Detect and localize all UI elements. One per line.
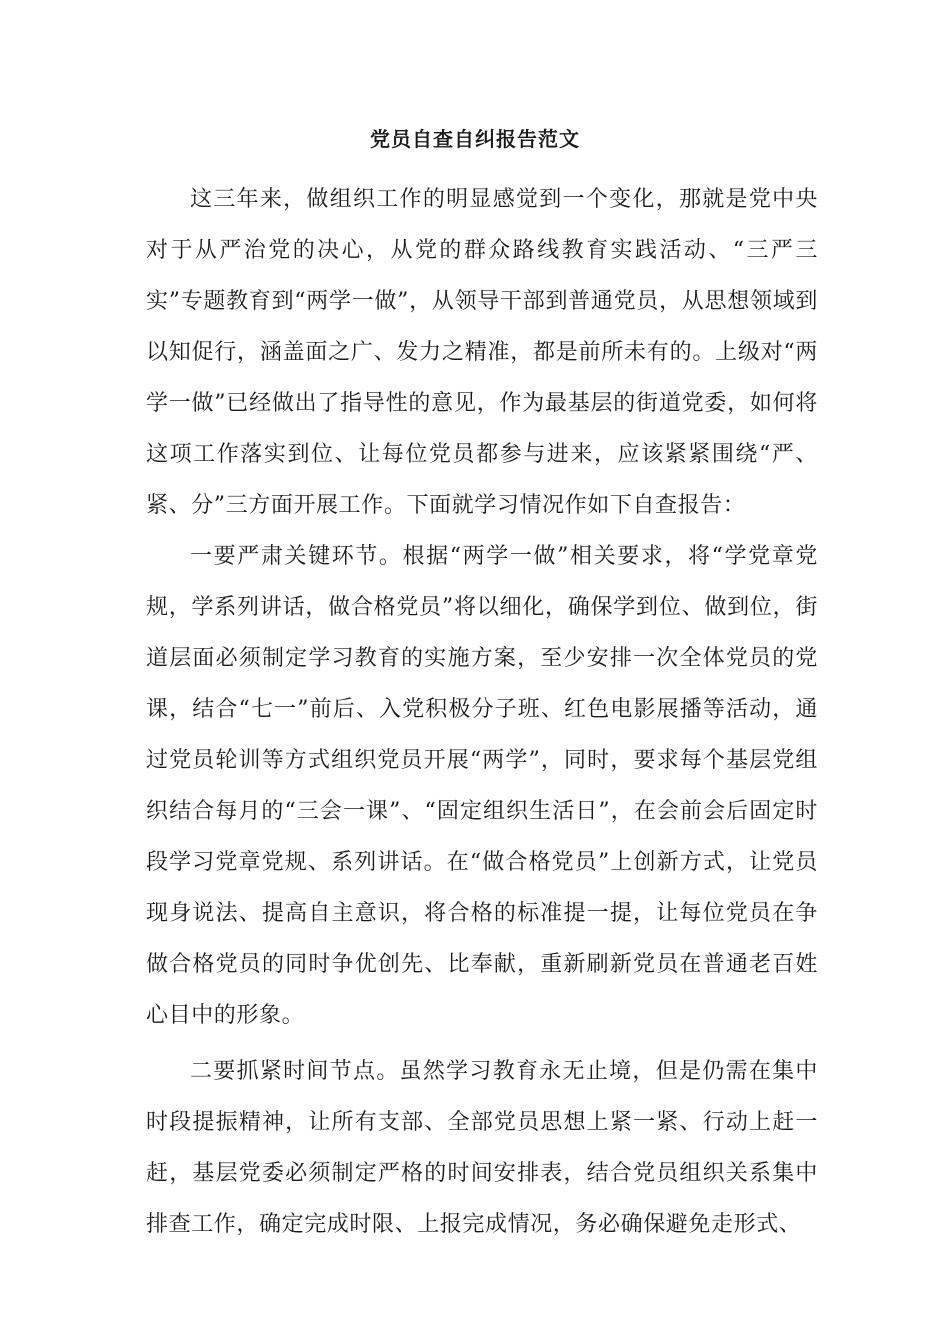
document-title: 党员自查自纠报告范文: [370, 127, 580, 151]
document-body: [146, 174, 818, 1250]
paragraph-intro: 这三年来，做组织工作的明显感觉到一个变化，那就是党中央对于从严治党的决心，从党的群众路线教育实践活动、“三严三实”专题教育到“两学一做”，从领导干部到普通党员，从思想领域到以知促行，涵盖面之广、发力之精准，都是前所未有的。上级对“两学一做”已经做出了指导性的意见，作为最基层的街道党委，如何将这项工作落实到位、让每位党员都参与进来，应该紧紧围绕“严、紧、分”三方面开展工作。下面就学习情况作如下自查报告：: [146, 187, 818, 518]
paragraph-time-nodes: 二要抓紧时间节点。虽然学习教育永无止境，但是仍需在集中时段提振精神，让所有支部、全部党员思想上紧一紧、行动上赶一赶，基层党委必须制定严格的时间安排表，结合党员组织关系集中排查工作，确定完成时限、上报完成情况，务必确保避免走形式、: [146, 1059, 818, 1237]
paragraph-key-links: 一要严肃关键环节。根据“两学一做”相关要求，将“学党章党规，学系列讲话，做合格党员”将以细化，确保学到位、做到位，街道层面必须制定学习教育的实施方案，至少安排一次全体党员的党课，结合“七一”前后、入党积极分子班、红色电影展播等活动，通过党员轮训等方式组织党员开展“两学”，同时，要求每个基层党组织结合每月的“三会一课”、“固定组织生活日”，在会前会后固定时段学习党章党规、系列讲话。在“做合格党员”上创新方式，让党员现身说法、提高自主意识，将合格的标准提一提，让每位党员在争做合格党员的同时争优创先、比奉献，重新刷新党员在普通老百姓心目中的形象。: [146, 544, 818, 1028]
